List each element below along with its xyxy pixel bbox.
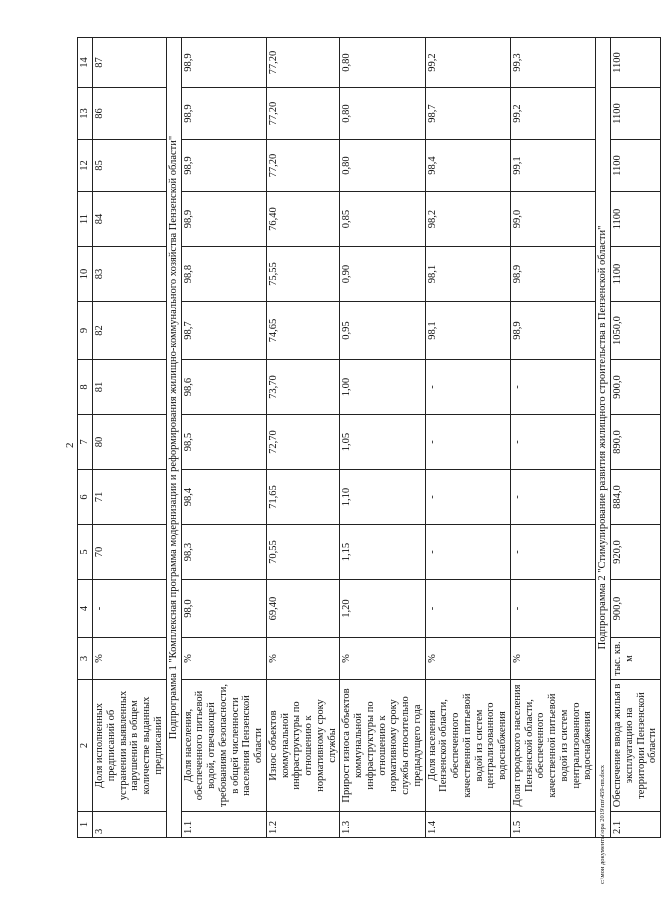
value-cell: 76,40 bbox=[266, 192, 340, 247]
value-cell: 99,2 bbox=[425, 38, 510, 88]
table-row bbox=[611, 38, 661, 838]
col-num: 4 bbox=[78, 580, 93, 638]
value-cell: 0,90 bbox=[340, 247, 425, 302]
value-cell: - bbox=[510, 415, 595, 470]
table-row bbox=[340, 38, 425, 838]
subprogram-row bbox=[166, 38, 181, 838]
value-cell: 99,1 bbox=[510, 140, 595, 192]
value-cell: 87 bbox=[93, 38, 167, 88]
value-cell: - bbox=[425, 580, 510, 638]
indicators-table bbox=[77, 37, 661, 838]
value-cell: 75,55 bbox=[266, 247, 340, 302]
unit: % bbox=[340, 638, 425, 680]
unit: % bbox=[181, 638, 266, 680]
value-cell: 85 bbox=[93, 140, 167, 192]
value-cell: 98,1 bbox=[425, 302, 510, 360]
unit: % bbox=[93, 638, 167, 680]
value-cell: - bbox=[510, 470, 595, 525]
unit: тыс. кв. м bbox=[611, 638, 661, 680]
value-cell: 98,8 bbox=[181, 247, 266, 302]
col-num: 6 bbox=[78, 470, 93, 525]
indicator-name: Доля населения, обеспеченного питьевой водой, отвечающей требованиям безопасности, в общей численности населения Пензенской области bbox=[181, 680, 266, 812]
value-cell: 99,0 bbox=[510, 192, 595, 247]
value-cell: 99,3 bbox=[510, 38, 595, 88]
value-cell: 71,65 bbox=[266, 470, 340, 525]
value-cell: 69,40 bbox=[266, 580, 340, 638]
value-cell: - bbox=[93, 580, 167, 638]
value-cell: 1,20 bbox=[340, 580, 425, 638]
value-cell: 0,95 bbox=[340, 302, 425, 360]
value-cell: 80 bbox=[93, 415, 167, 470]
value-cell: 81 bbox=[93, 360, 167, 415]
value-cell: 890,0 bbox=[611, 415, 661, 470]
col-num: 11 bbox=[78, 192, 93, 247]
value-cell: 82 bbox=[93, 302, 167, 360]
value-cell: 0,80 bbox=[340, 88, 425, 140]
value-cell: 98,4 bbox=[425, 140, 510, 192]
row-number: 3 bbox=[93, 812, 167, 838]
value-cell: 1100 bbox=[611, 38, 661, 88]
row-number: 1.4 bbox=[425, 812, 510, 838]
value-cell: 0,80 bbox=[340, 38, 425, 88]
value-cell: 98,1 bbox=[425, 247, 510, 302]
value-cell: 74,65 bbox=[266, 302, 340, 360]
table-row bbox=[181, 38, 266, 838]
col-num: 7 bbox=[78, 415, 93, 470]
value-cell: 98,2 bbox=[425, 192, 510, 247]
value-cell: - bbox=[425, 525, 510, 580]
value-cell: 73,70 bbox=[266, 360, 340, 415]
value-cell: 900,0 bbox=[611, 360, 661, 415]
value-cell: 98,7 bbox=[425, 88, 510, 140]
row-number: 1.2 bbox=[266, 812, 340, 838]
value-cell: 70 bbox=[93, 525, 167, 580]
value-cell: - bbox=[510, 580, 595, 638]
value-cell: 1100 bbox=[611, 140, 661, 192]
value-cell: - bbox=[425, 470, 510, 525]
value-cell: 98,9 bbox=[181, 88, 266, 140]
indicator-name: Прирост износа объектов коммунальной инфраструктуры по отношению к нормативному сроку службы относительно предыдущего года bbox=[340, 680, 425, 812]
table-row bbox=[266, 38, 340, 838]
indicator-name: Доля исполненных предписаний об устранении выявленных нарушений в общем количестве выданных предписаний bbox=[93, 680, 167, 812]
value-cell: 98,9 bbox=[181, 38, 266, 88]
col-num: 14 bbox=[78, 38, 93, 88]
page-number: 2 bbox=[64, 442, 76, 448]
value-cell: - bbox=[510, 525, 595, 580]
col-num: 10 bbox=[78, 247, 93, 302]
value-cell: 0,80 bbox=[340, 140, 425, 192]
table-body bbox=[78, 38, 661, 838]
unit: % bbox=[266, 638, 340, 680]
value-cell: 1100 bbox=[611, 88, 661, 140]
row-number: 1.1 bbox=[181, 812, 266, 838]
indicator-name: Доля населения Пензенской области, обеспеченного качественной питьевой водой из систем централизованного водоснабжения bbox=[425, 680, 510, 812]
value-cell: 98,7 bbox=[181, 302, 266, 360]
col-num: 8 bbox=[78, 360, 93, 415]
value-cell: 98,9 bbox=[510, 247, 595, 302]
value-cell: - bbox=[425, 415, 510, 470]
value-cell: 1100 bbox=[611, 192, 661, 247]
col-num: 13 bbox=[78, 88, 93, 140]
value-cell: 1050,0 bbox=[611, 302, 661, 360]
value-cell: 900,0 bbox=[611, 580, 661, 638]
value-cell: 99,2 bbox=[510, 88, 595, 140]
unit: % bbox=[425, 638, 510, 680]
table-row bbox=[425, 38, 510, 838]
value-cell: 86 bbox=[93, 88, 167, 140]
value-cell: 920,0 bbox=[611, 525, 661, 580]
value-cell: 77,20 bbox=[266, 140, 340, 192]
value-cell: 83 bbox=[93, 247, 167, 302]
footer-file-path: c:\мои документы\ора 2019\пп\459-пп.docx bbox=[599, 765, 606, 884]
subprogram-row bbox=[596, 38, 611, 838]
value-cell: 98,9 bbox=[510, 302, 595, 360]
value-cell: 884,0 bbox=[611, 470, 661, 525]
col-num: 5 bbox=[78, 525, 93, 580]
value-cell: 77,20 bbox=[266, 88, 340, 140]
value-cell: 1100 bbox=[611, 247, 661, 302]
indicator-name: Износ объектов коммунальной инфраструктуры по отношению к нормативному сроку службы bbox=[266, 680, 340, 812]
value-cell: - bbox=[510, 360, 595, 415]
value-cell: 1,10 bbox=[340, 470, 425, 525]
value-cell: 1,05 bbox=[340, 415, 425, 470]
value-cell: 98,5 bbox=[181, 415, 266, 470]
value-cell: 1,00 bbox=[340, 360, 425, 415]
column-number-row bbox=[78, 38, 93, 838]
value-cell: 98,4 bbox=[181, 470, 266, 525]
value-cell: 71 bbox=[93, 470, 167, 525]
col-num: 3 bbox=[78, 638, 93, 680]
row-number: 1.5 bbox=[510, 812, 595, 838]
col-num: 9 bbox=[78, 302, 93, 360]
col-num: 1 bbox=[78, 812, 93, 838]
indicator-name: Доля городского населения Пензенской области, обеспеченного качественной питьевой водой из систем централизованного водоснабжения bbox=[510, 680, 595, 812]
unit: % bbox=[510, 638, 595, 680]
col-num: 12 bbox=[78, 140, 93, 192]
value-cell: 70,55 bbox=[266, 525, 340, 580]
table-row bbox=[93, 38, 167, 838]
subprogram-title: Подпрограмма 1 "Комплексная программа модернизации и реформирования жилищно-коммунального хозяйства Пензенской области" bbox=[166, 38, 181, 838]
table-row bbox=[510, 38, 595, 838]
value-cell: 72,70 bbox=[266, 415, 340, 470]
value-cell: 98,3 bbox=[181, 525, 266, 580]
value-cell: 98,0 bbox=[181, 580, 266, 638]
value-cell: 1,15 bbox=[340, 525, 425, 580]
value-cell: 98,9 bbox=[181, 140, 266, 192]
value-cell: 84 bbox=[93, 192, 167, 247]
row-number: 2.1 bbox=[611, 812, 661, 838]
value-cell: 77,20 bbox=[266, 38, 340, 88]
value-cell: - bbox=[425, 360, 510, 415]
value-cell: 98,9 bbox=[181, 192, 266, 247]
subprogram-title: Подпрограмма 2 "Стимулирование развития жилищного строительства в Пензенской области" bbox=[596, 38, 611, 838]
value-cell: 98,6 bbox=[181, 360, 266, 415]
col-num: 2 bbox=[78, 680, 93, 812]
value-cell: 0,85 bbox=[340, 192, 425, 247]
indicator-name: Обеспечение ввода жилья в эксплуатацию на территории Пензенской области bbox=[611, 680, 661, 812]
row-number: 1.3 bbox=[340, 812, 425, 838]
